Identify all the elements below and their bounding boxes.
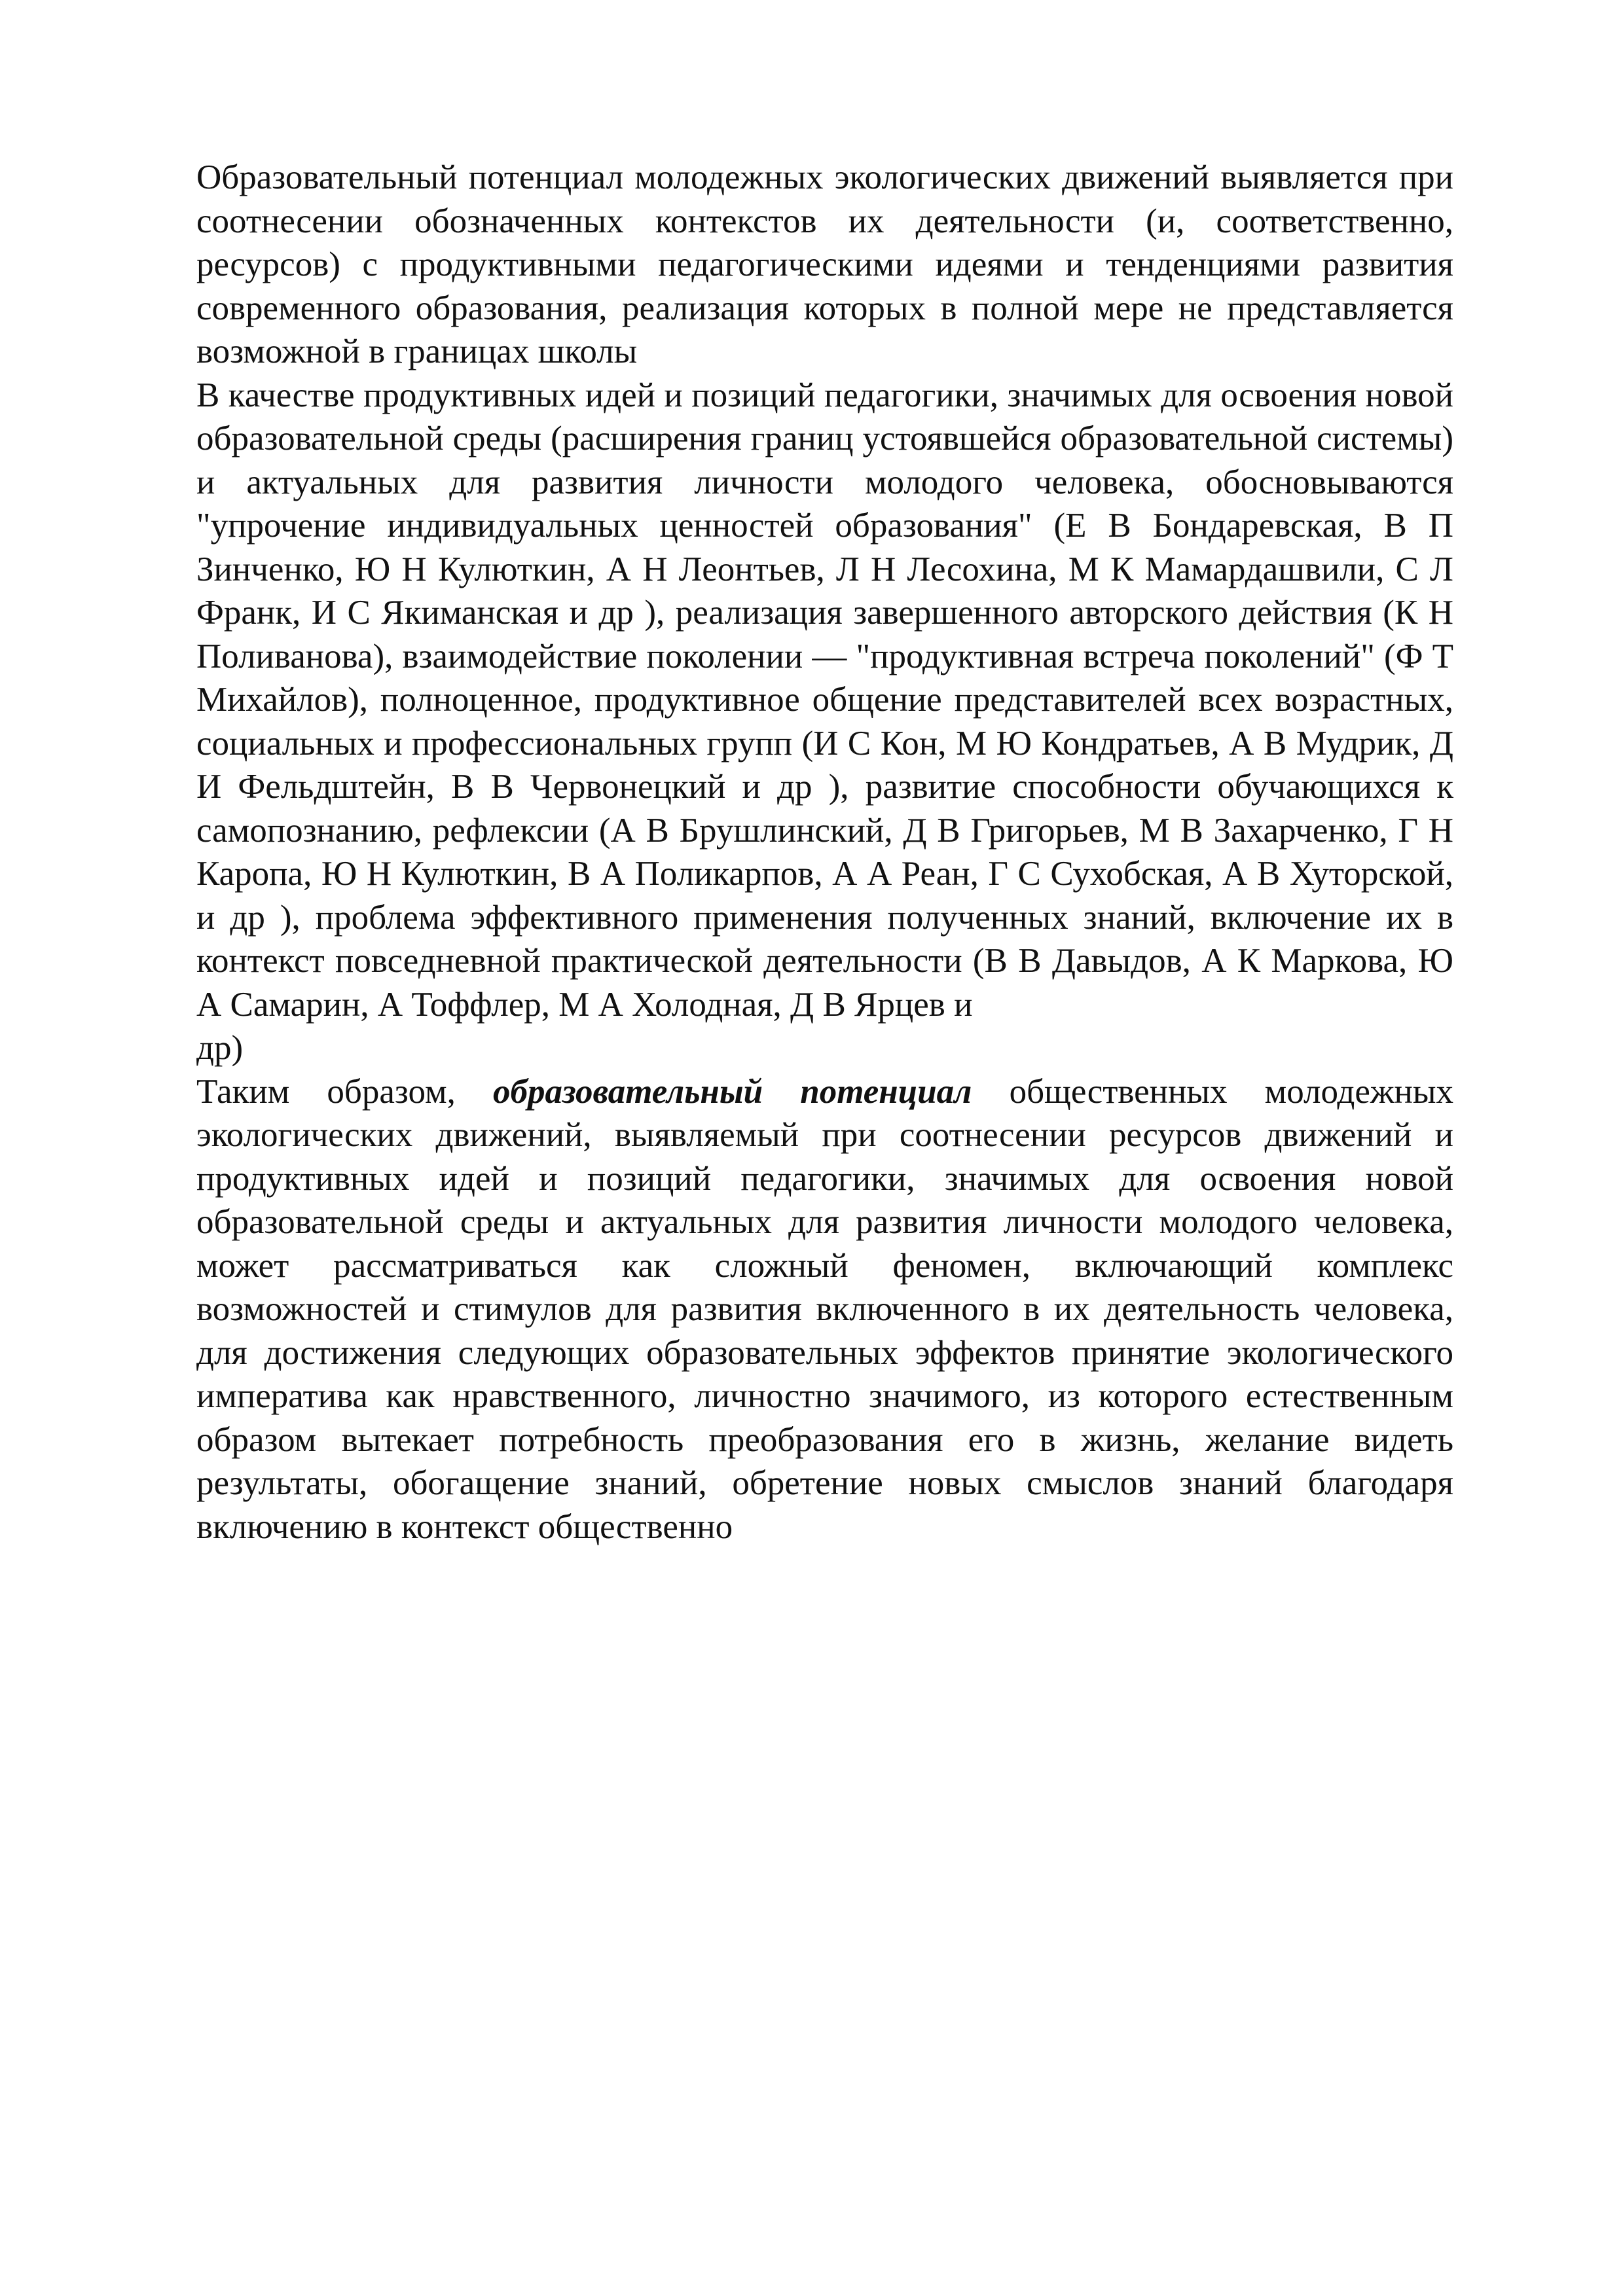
paragraph-3-emphasis: образовательный потенциал <box>493 1072 972 1111</box>
paragraph-3-rest: общественных молодежных экологических движений, выявляемый при соотнесении ресурсов движений и продуктивных идей и позиций педагогики, значимых для освоения новой образовательной среды и актуальных для развития личности молодого человека, может рассматриваться как сложный феномен, включающий комплекс возможностей и стимулов для развития включенного в их деятельность человека, для достижения следующих образовательных эффектов принятие экологического императива как нравственного, личностно значимого, из которого естественным образом вытекает потребность преобразования его в жизнь, желание видеть результаты, обогащение знаний, обретение новых смыслов знаний благодаря включению в контекст общественно <box>196 1072 1453 1546</box>
paragraph-3-lead: Таким образом, <box>196 1072 494 1111</box>
paragraph-2-tail: др) <box>196 1029 244 1067</box>
document-page <box>196 156 1453 1549</box>
paragraph-3 <box>196 1070 1453 1549</box>
paragraph-2: В качестве продуктивных идей и позиций педагогики, значимых для освоения новой образовательной среды (расширения границ устоявшейся образовательной системы) и актуальных для развития личности молодого человека, обосновываются "упрочение индивидуальных ценностей образования" (Е В Бондаревская, В П Зинченко, Ю Н Кулюткин, А Н Леонтьев, Л Н Лесохина, М К Мамардашвили, С Л Франк, И С Якиманская и др ), реализация завершенного авторского действия (К Н Поливанова), взаимодействие поколении — "продуктивная встреча поколений" (Ф Т Михайлов), полноценное, продуктивное общение представителей всех возрастных, социальных и профессиональных групп (И С Кон, М Ю Кондратьев, А В Мудрик, Д И Фельдштейн, В В Червонецкий и др ), развитие способности обучающихся к самопознанию, рефлексии (А В Брушлинский, Д В Григорьев, М В Захарченко, Г Н Каропа, Ю Н Кулюткин, В А Поликарпов, А А Реан, Г С Сухобская, А В Хуторской, и др ), проблема эффективного применения полученных знаний, включение их в контекст повседневной практической деятельности (В В Давыдов, А К Маркова, Ю А Самарин, А Тоффлер, М А Холодная, Д В Ярцев и <box>196 376 1453 1024</box>
paragraph-1: Образовательный потенциал молодежных экологических движений выявляется при соотнесении обозначенных контекстов их деятельности (и, соответственно, ресурсов) с продуктивными педагогическими идеями и тенденциями развития современного образования, реализация которых в полной мере не представляется возможной в границах школы <box>196 158 1453 370</box>
